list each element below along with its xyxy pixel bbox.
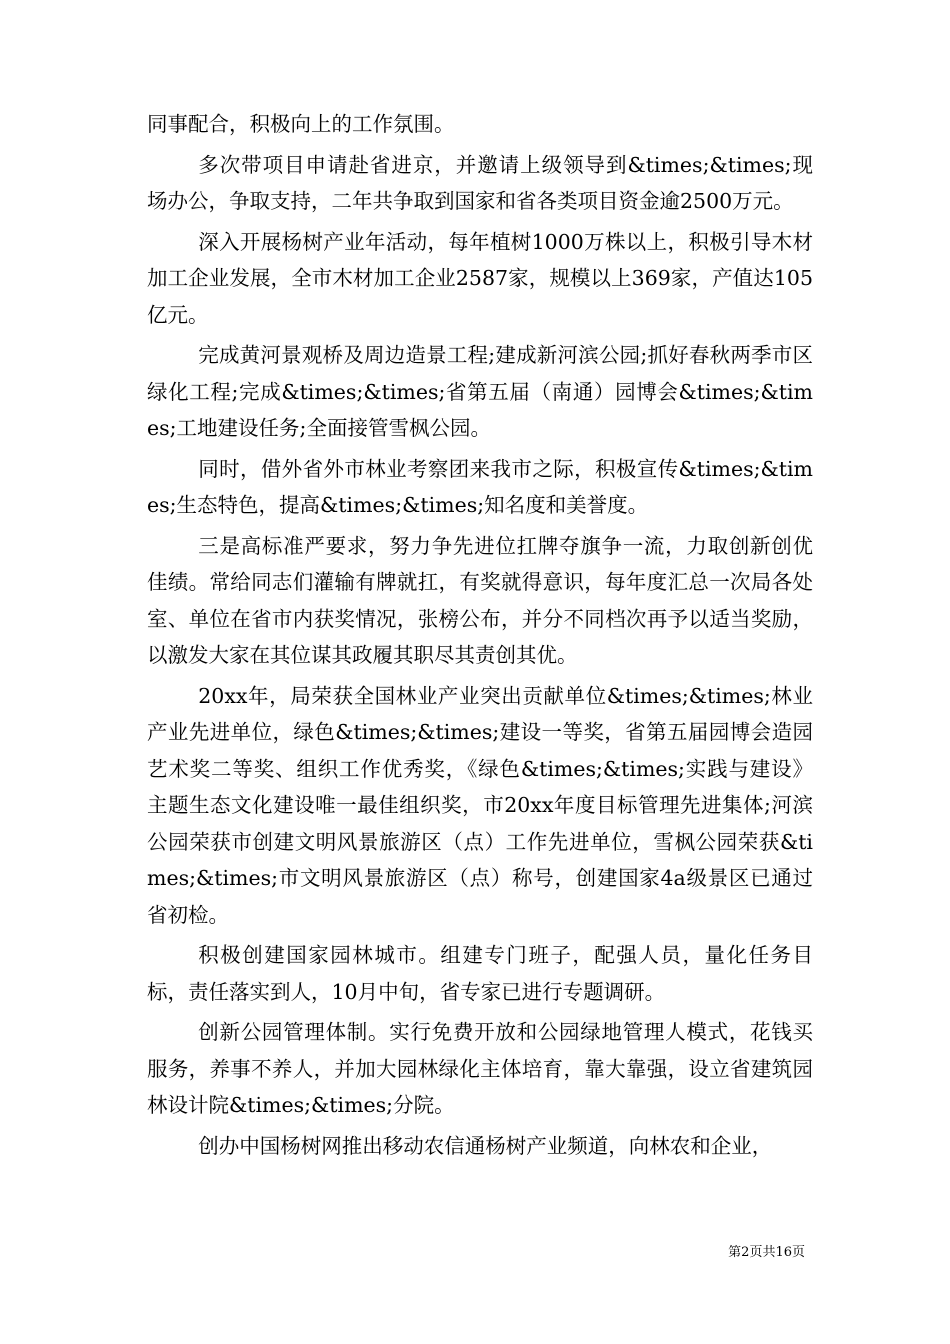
- paragraph: 三是高标准严要求，努力争先进位扛牌夺旗争一流，力取创新创优佳绩。常给同志们灌输有牌就扛，有奖就得意识，每年度汇总一次局各处室、单位在省市内获奖情况，张榜公布，并分不同档次再予以适当奖励，以激发大家在其位谋其政履其职尽其责创其优。: [147, 533, 813, 667]
- paragraph: 深入开展杨树产业年活动，每年植树1000万株以上，积极引导木材加工企业发展，全市木材加工企业2587家，规模以上369家，产值达105亿元。: [147, 229, 813, 327]
- paragraph: 完成黄河景观桥及周边造景工程;建成新河滨公园;抓好春秋两季市区绿化工程;完成&times;&times;省第五届（南通）园博会&times;&times;工地建设任务;全面接管雪枫公园。: [147, 343, 813, 440]
- paragraph: 同时，借外省外市林业考察团来我市之际，积极宣传&times;&times;生态特色，提高&times;&times;知名度和美誉度。: [147, 456, 813, 517]
- paragraph: 20xx年，局荣获全国林业产业突出贡献单位&times;&times;林业产业先进单位，绿色&times;&times;建设一等奖，省第五届园博会造园艺术奖二等奖、组织工作优秀奖，《绿色&times;&times;实践与建设》主题生态文化建设唯一最佳组织奖，市20xx年度目标管理先进集体;河滨公园荣获市创建文明风景旅游区（点）工作先进单位，雪枫公园荣获&times;&times;市文明风景旅游区（点）称号，创建国家4a级景区已通过省初检。: [147, 683, 813, 927]
- document-body: [147, 106, 813, 1168]
- paragraph: 同事配合，积极向上的工作氛围。: [147, 112, 455, 136]
- page-number: 第2页共16页: [728, 1245, 805, 1260]
- paragraph: 积极创建国家园林城市。组建专门班子，配强人员，量化任务目标，责任落实到人，10月中旬，省专家已进行专题调研。: [147, 943, 813, 1004]
- paragraph: 创新公园管理体制。实行免费开放和公园绿地管理人模式，花钱买服务，养事不养人，并加大园林绿化主体培育，靠大靠强，设立省建筑园林设计院&times;&times;分院。: [147, 1020, 813, 1117]
- paragraph: 创办中国杨树网推出移动农信通杨树产业频道，向林农和企业，: [198, 1133, 773, 1158]
- paragraph: 多次带项目申请赴省进京，并邀请上级领导到&times;&times;现场办公，争取支持，二年共争取到国家和省各类项目资金逾2500万元。: [147, 152, 813, 213]
